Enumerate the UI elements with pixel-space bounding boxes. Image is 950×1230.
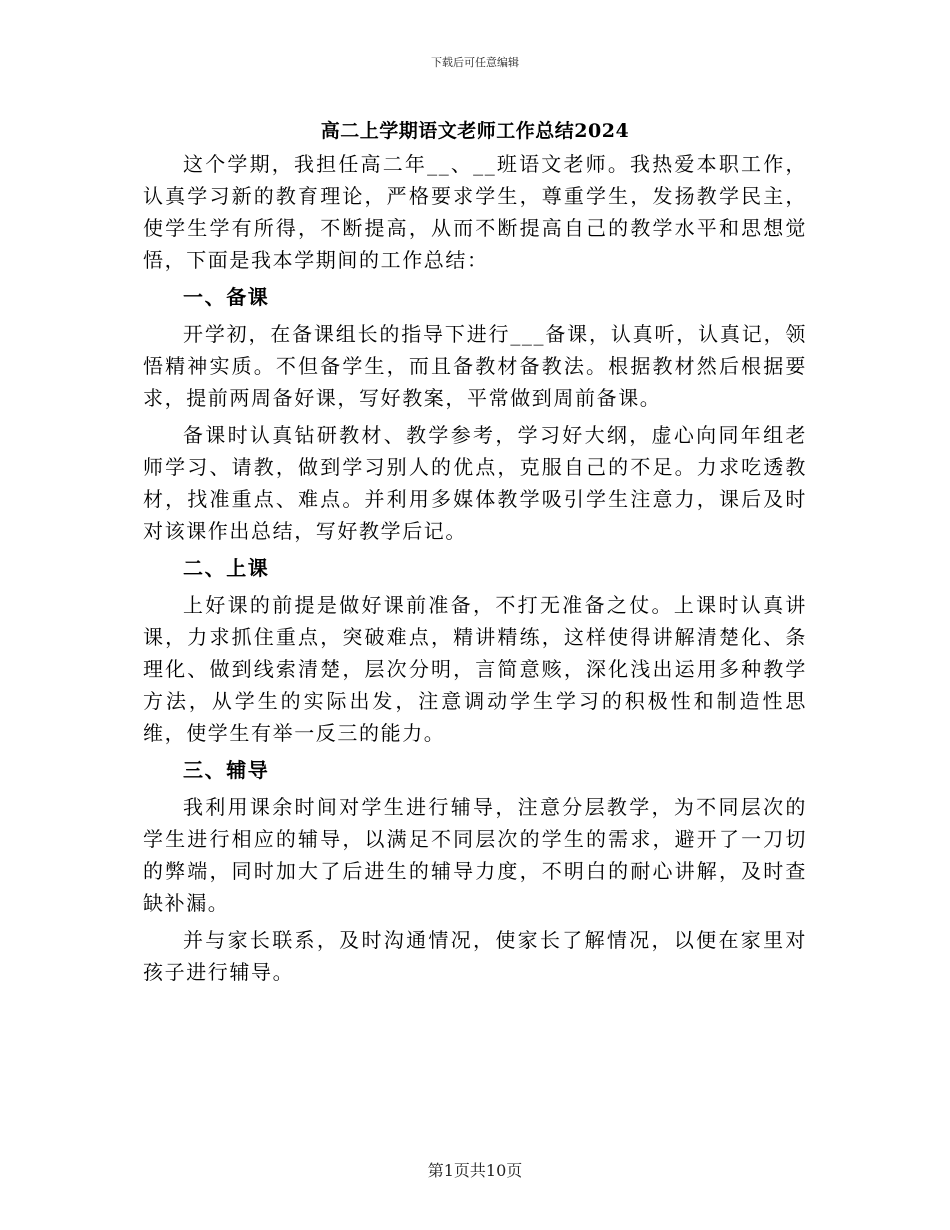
lesson-prep-paragraph-2: 备课时认真钻研教材、教学参考，学习好大纲，虚心向同年组老师学习、请教，做到学习别人的优点，克服自己的不足。力求吃透教材，找准重点、难点。并利用多媒体教学吸引学生注意力，课后及时对该课作出总结，写好教学后记。 <box>143 423 807 543</box>
section-heading-lesson-prep: 一、备课 <box>183 285 270 309</box>
section-heading-tutoring: 三、辅导 <box>183 758 270 782</box>
tutoring-paragraph-2: 并与家长联系，及时沟通情况，使家长了解情况，以便在家里对孩子进行辅导。 <box>143 928 807 984</box>
document-title: 高二上学期语文老师工作总结2024 <box>320 120 630 142</box>
page-number: 第1页共10页 <box>427 1161 523 1180</box>
document-body <box>143 148 807 993</box>
section-heading-teaching: 二、上课 <box>183 556 270 580</box>
teaching-paragraph-1: 上好课的前提是做好课前准备，不打无准备之仗。上课时认真讲课，力求抓住重点，突破难点，精讲精练，这样使得讲解清楚化、条理化、做到线索清楚，层次分明，言简意赅，深化浅出运用多种教学方法，从学生的实际出发，注意调动学生学习的积极性和制造性思维，使学生有举一反三的能力。 <box>143 593 807 745</box>
header-note: 下载后可任意编辑 <box>431 56 519 69</box>
tutoring-paragraph-1: 我利用课余时间对学生进行辅导，注意分层教学，为不同层次的学生进行相应的辅导，以满足不同层次的学生的需求，避开了一刀切的弊端，同时加大了后进生的辅导力度，不明白的耐心讲解，及时查缺补漏。 <box>143 795 807 915</box>
intro-paragraph: 这个学期，我担任高二年__、__班语文老师。我热爱本职工作，认真学习新的教育理论，严格要求学生，尊重学生，发扬教学民主，使学生学有所得，不断提高，从而不断提高自己的教学水平和思想觉悟，下面是我本学期间的工作总结： <box>143 152 807 272</box>
lesson-prep-paragraph-1: 开学初，在备课组长的指导下进行___备课，认真听，认真记，领悟精神实质。不但备学生，而且备教材备教法。根据教材然后根据要求，提前两周备好课，写好教案，平常做到周前备课。 <box>143 322 807 410</box>
